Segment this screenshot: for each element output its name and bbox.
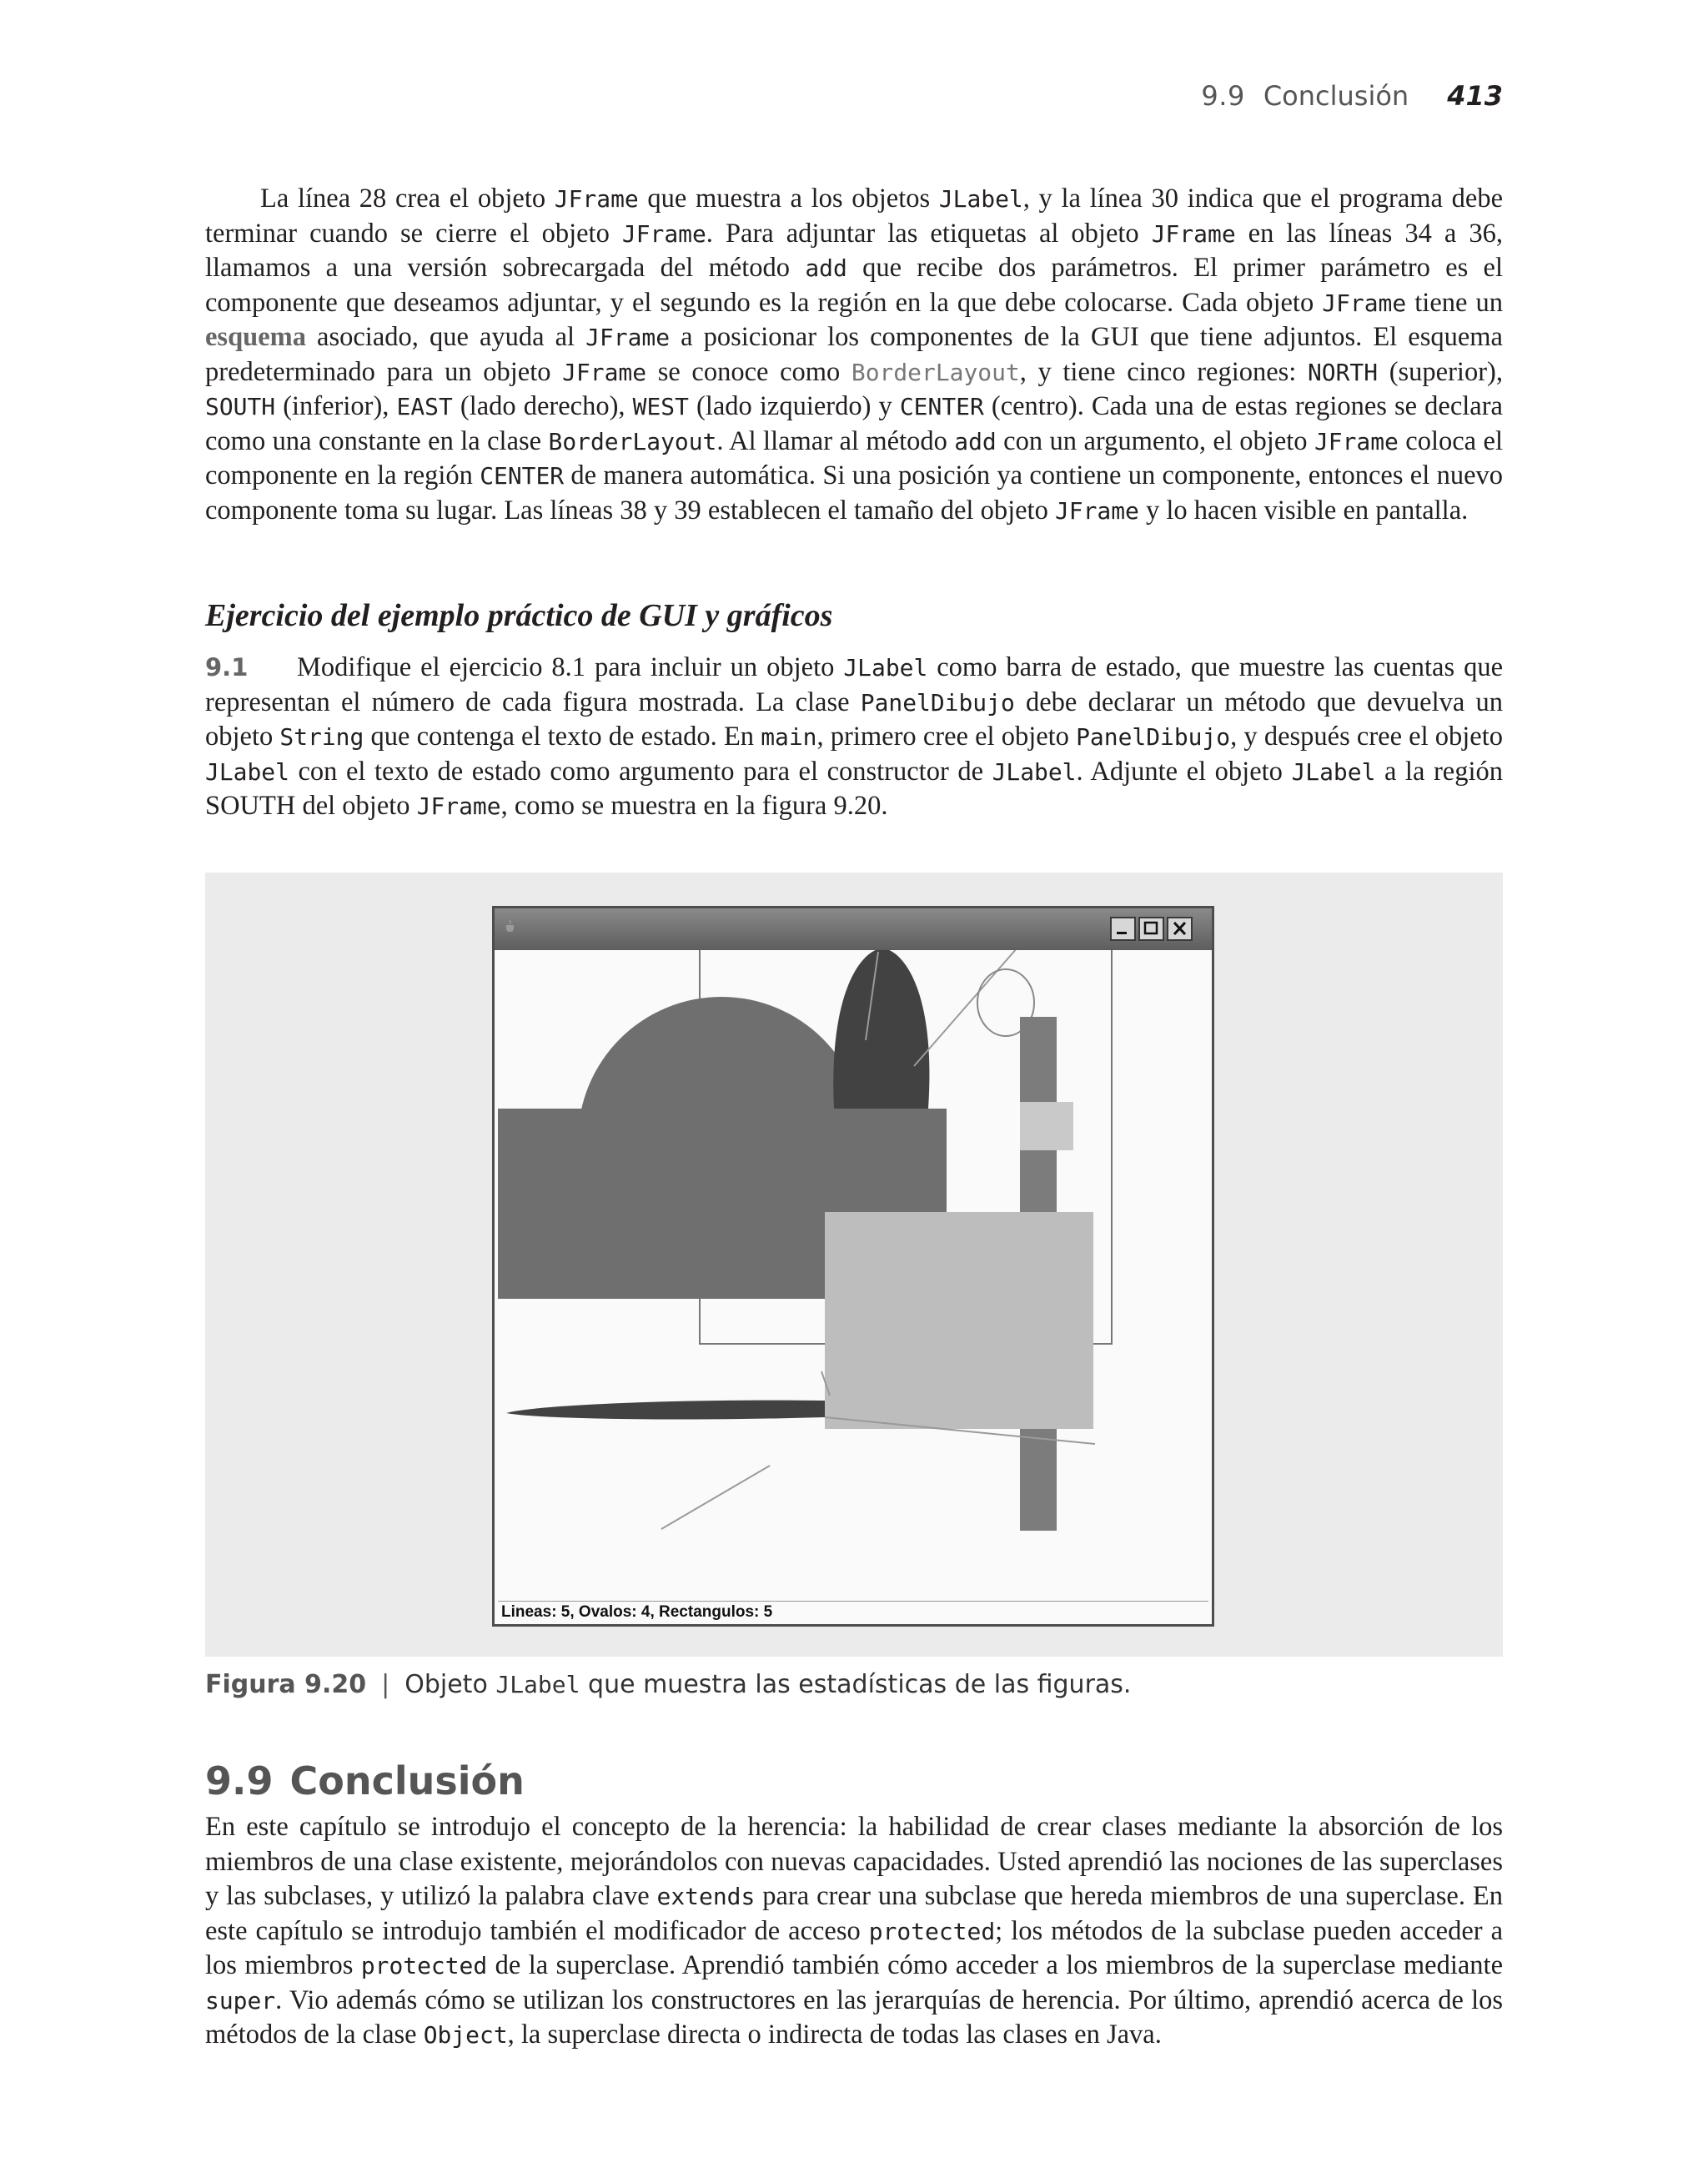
text-run: que recibe dos parámetros. El primer parámetro es el componente que deseamos adjuntar, y el segundo es la región en la que debe colocarse. Cada objeto bbox=[205, 253, 1503, 318]
code-term: PanelDibujo bbox=[860, 688, 1015, 717]
exercise-paragraph bbox=[205, 651, 1503, 824]
running-head-section: 9.9 bbox=[1201, 80, 1245, 112]
code-term: CENTER bbox=[480, 462, 565, 490]
text-run: que muestra las estadísticas de las figuras. bbox=[580, 1670, 1132, 1699]
text-run: , como se muestra en la figura 9.20. bbox=[500, 791, 888, 821]
code-term: SOUTH bbox=[205, 393, 276, 420]
text-run: , la superclase directa o indirecta de todas las clases en Java. bbox=[507, 2020, 1162, 2050]
body-paragraph-layout bbox=[205, 182, 1503, 528]
caption-separator: | bbox=[381, 1670, 390, 1699]
code-term: JLabel bbox=[1291, 757, 1376, 786]
text-run: a posicionar los componentes de la GUI que tiene adjuntos. El esquema predeterminado para un objeto bbox=[205, 322, 1503, 387]
text-run: En este capítulo se introdujo el concepto de la herencia: la habilidad de crear clases mediante la absorción de los miembros de una clase existente, mejorándolos con nuevas capacidades. Usted aprendió las nociones de las superclases y las subclases, y utilizó la palabra clave bbox=[205, 1812, 1503, 1911]
code-term: add bbox=[805, 254, 847, 282]
code-term: String bbox=[279, 723, 364, 751]
maximize-icon bbox=[1140, 918, 1163, 939]
minimize-icon bbox=[1112, 918, 1134, 939]
code-term: main bbox=[761, 723, 817, 751]
code-term: extends bbox=[656, 1883, 756, 1910]
oval-filled-dark bbox=[833, 950, 929, 1109]
status-bar-label: Lineas: 5, Ovalos: 4, Rectangulos: 5 bbox=[498, 1601, 1208, 1622]
figure-label: Figura 9.20 bbox=[205, 1670, 367, 1699]
text-run: debe declarar un método que devuelva un objeto bbox=[205, 687, 1503, 752]
code-term: JLabel bbox=[495, 1671, 580, 1698]
text-run: (superior), bbox=[1378, 356, 1503, 387]
text-run: que muestra a los objetos bbox=[638, 184, 939, 214]
text-run: ; los métodos de la subclase pueden acceder a los miembros bbox=[205, 1915, 1503, 1980]
text-run: . Vio además cómo se utilizan los constructores en las jerarquías de herencia. Por último, aprendió acerca de los métodos de la clase bbox=[205, 1984, 1503, 2050]
section-heading bbox=[205, 1758, 525, 1803]
body-paragraph bbox=[205, 182, 1503, 528]
text-run: Modifique el ejercicio 8.1 para incluir un objeto bbox=[297, 652, 844, 682]
page-number: 413 bbox=[1447, 80, 1503, 112]
line-shape bbox=[661, 1466, 770, 1529]
line-shape bbox=[914, 950, 1028, 1066]
text-run: a la región SOUTH del objeto bbox=[205, 756, 1503, 821]
text-run: de la superclase. Aprendió también cómo acceder a los miembros de la superclase mediante bbox=[487, 1950, 1503, 1980]
code-term: JLabel bbox=[843, 654, 928, 682]
code-term: super bbox=[205, 1986, 276, 2015]
code-term: BorderLayout bbox=[851, 358, 1020, 386]
text-run: La línea 28 crea el objeto bbox=[260, 184, 555, 214]
text-run: en las líneas 34 a 36, llamamos a una versión sobrecargada del método bbox=[205, 218, 1503, 283]
jframe-window bbox=[492, 906, 1214, 1627]
close-button[interactable] bbox=[1167, 917, 1193, 941]
code-term: JFrame bbox=[554, 185, 639, 213]
section-number: 9.9 bbox=[205, 1758, 274, 1803]
text-run: y lo hacen visible en pantalla. bbox=[1138, 495, 1469, 526]
text-run: para crear una subclase que hereda miembros de una superclase. En este capítulo se introdujo también el modificador de acceso bbox=[205, 1881, 1503, 1946]
close-icon bbox=[1168, 918, 1191, 939]
conclusion-paragraph-layout bbox=[205, 1810, 1503, 2053]
code-term: PanelDibujo bbox=[1076, 723, 1231, 751]
minimize-button[interactable] bbox=[1110, 917, 1136, 941]
text-run: (inferior), bbox=[275, 391, 397, 421]
rectangle-filled-light-gray bbox=[825, 1212, 1093, 1429]
code-term: Object bbox=[423, 2021, 508, 2049]
text-run: (centro). Cada una de estas regiones se declara como una constante en la clase bbox=[205, 391, 1503, 456]
window-titlebar[interactable] bbox=[495, 908, 1212, 950]
text-run: como barra de estado, que muestre las cuentas que representan el número de cada figura mostrada. La clase bbox=[205, 652, 1504, 717]
text-run: Objeto bbox=[404, 1670, 496, 1699]
code-term: protected bbox=[868, 1917, 996, 1945]
text-run: . Adjunte el objeto bbox=[1076, 756, 1292, 787]
code-term: WEST bbox=[632, 393, 689, 420]
conclusion-paragraph bbox=[205, 1810, 1503, 2053]
running-head-title: Conclusión bbox=[1263, 80, 1409, 112]
key-term: esquema bbox=[205, 322, 306, 352]
code-term: JLabel bbox=[992, 757, 1077, 786]
text-run: (lado izquierdo) y bbox=[688, 391, 900, 421]
text-run: se conoce como bbox=[646, 356, 851, 387]
exercise-paragraph-layout bbox=[205, 651, 1503, 824]
text-run: (lado derecho), bbox=[452, 391, 633, 421]
text-run: con un argumento, el objeto bbox=[996, 425, 1314, 456]
text-run: de manera automática. Si una posición ya contiene un componente, entonces el nuevo componente toma su lugar. Las líneas 38 y 39 establecen el tamaño del objeto bbox=[205, 460, 1503, 526]
code-term: BorderLayout bbox=[548, 427, 717, 455]
running-head bbox=[1201, 80, 1503, 112]
code-term: EAST bbox=[396, 393, 453, 420]
maximize-button[interactable] bbox=[1138, 917, 1164, 941]
code-term: add bbox=[954, 427, 997, 455]
text-run: , y la línea 30 indica que el programa debe terminar cuando se cierre el objeto bbox=[205, 184, 1503, 249]
code-term: CENTER bbox=[899, 393, 984, 420]
rectangle-small-light bbox=[1020, 1102, 1073, 1150]
text-run: , y después cree el objeto bbox=[1230, 722, 1504, 752]
code-term: JLabel bbox=[938, 185, 1023, 213]
text-run: tiene un bbox=[1406, 287, 1503, 318]
code-term: JFrame bbox=[1314, 427, 1399, 455]
code-term: JFrame bbox=[585, 324, 671, 351]
code-term: protected bbox=[360, 1952, 488, 1979]
exercise-number: 9.1 bbox=[205, 653, 249, 682]
text-run: asociado, que ayuda al bbox=[305, 322, 586, 352]
text-run: que contenga el texto de estado. En bbox=[364, 722, 761, 752]
code-term: JFrame bbox=[1054, 496, 1139, 525]
text-run: . Para adjuntar las etiquetas al objeto bbox=[706, 218, 1152, 249]
code-term: JFrame bbox=[416, 792, 501, 820]
figure-caption bbox=[205, 1670, 1131, 1699]
code-term: JFrame bbox=[1151, 219, 1236, 248]
code-term: JFrame bbox=[621, 219, 706, 248]
oval-filled-thin bbox=[506, 1401, 825, 1420]
text-run: , primero cree el objeto bbox=[816, 722, 1077, 752]
code-term: JLabel bbox=[205, 757, 289, 786]
java-cup-icon bbox=[503, 918, 518, 933]
drawing-panel bbox=[495, 950, 1212, 1606]
text-run: con el texto de estado como argumento para el constructor de bbox=[289, 756, 992, 787]
text-run: . Al llamar al método bbox=[716, 425, 955, 456]
exercise-heading: Ejercicio del ejemplo práctico de GUI y gráficos bbox=[205, 598, 833, 633]
code-term: JFrame bbox=[562, 358, 647, 386]
code-term: JFrame bbox=[1322, 289, 1407, 317]
text-run: , y tiene cinco regiones: bbox=[1019, 356, 1308, 387]
text-run: coloca el componente en la región bbox=[205, 425, 1503, 490]
code-term: NORTH bbox=[1307, 358, 1379, 386]
section-title: Conclusión bbox=[289, 1758, 525, 1803]
